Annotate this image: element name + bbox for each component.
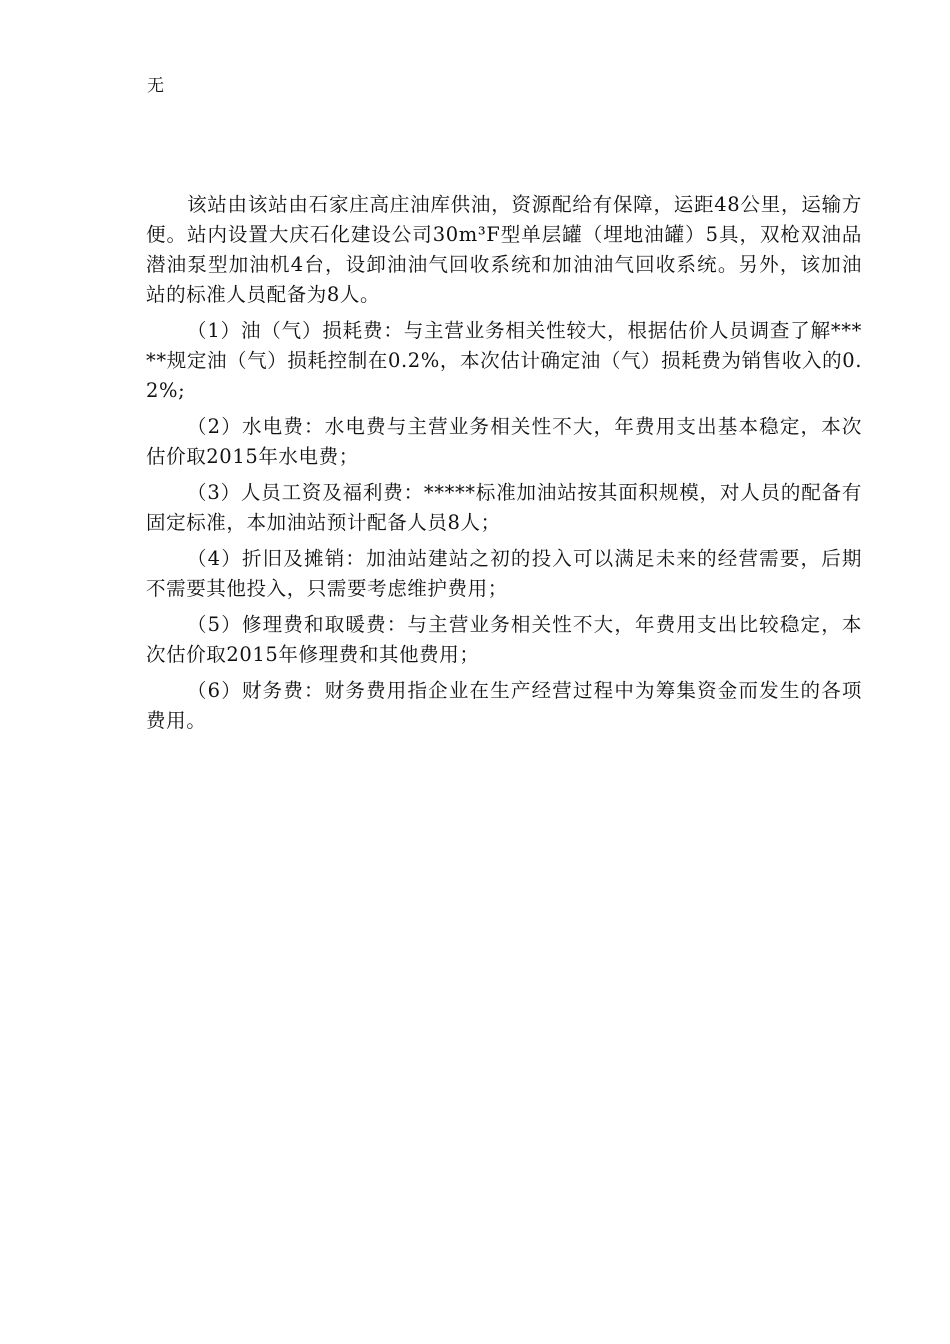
paragraph-staff-wages: （3）人员工资及福利费：*****标准加油站按其面积规模，对人员的配备有固定标准，本加油站预计配备人员8人； — [146, 481, 862, 534]
header-mark: 无 — [147, 76, 164, 96]
paragraph-oil-loss-fee: （1）油（气）损耗费：与主营业务相关性较大，根据估价人员调查了解*****规定油（气）损耗控制在0.2%，本次估计确定油（气）损耗费为销售收入的0.2%; — [146, 319, 862, 402]
paragraph-repair-heating-fee: （5）修理费和取暖费：与主营业务相关性不大，年费用支出比较稳定，本次估价取2015年修理费和其他费用； — [146, 613, 862, 666]
paragraph-depreciation: （4）折旧及摊销：加油站建站之初的投入可以满足未来的经营需要，后期不需要其他投入，只需要考虑维护费用； — [146, 547, 862, 600]
paragraph-station-overview: 该站由该站由石家庄高庄油库供油，资源配给有保障，运距48公里，运输方便。站内设置大庆石化建设公司30m³F型单层罐（埋地油罐）5具，双枪双油品潜油泵型加油机4台，设卸油油气回收系统和加油油气回收系统。另外，该加油站的标准人员配备为8人。 — [146, 193, 862, 306]
paragraph-finance-fee: （6）财务费：财务费用指企业在生产经营过程中为筹集资金而发生的各项费用。 — [146, 679, 862, 732]
document-body — [146, 190, 862, 742]
paragraph-utility-fee: （2）水电费：水电费与主营业务相关性不大，年费用支出基本稳定，本次估价取2015年水电费； — [146, 415, 862, 468]
